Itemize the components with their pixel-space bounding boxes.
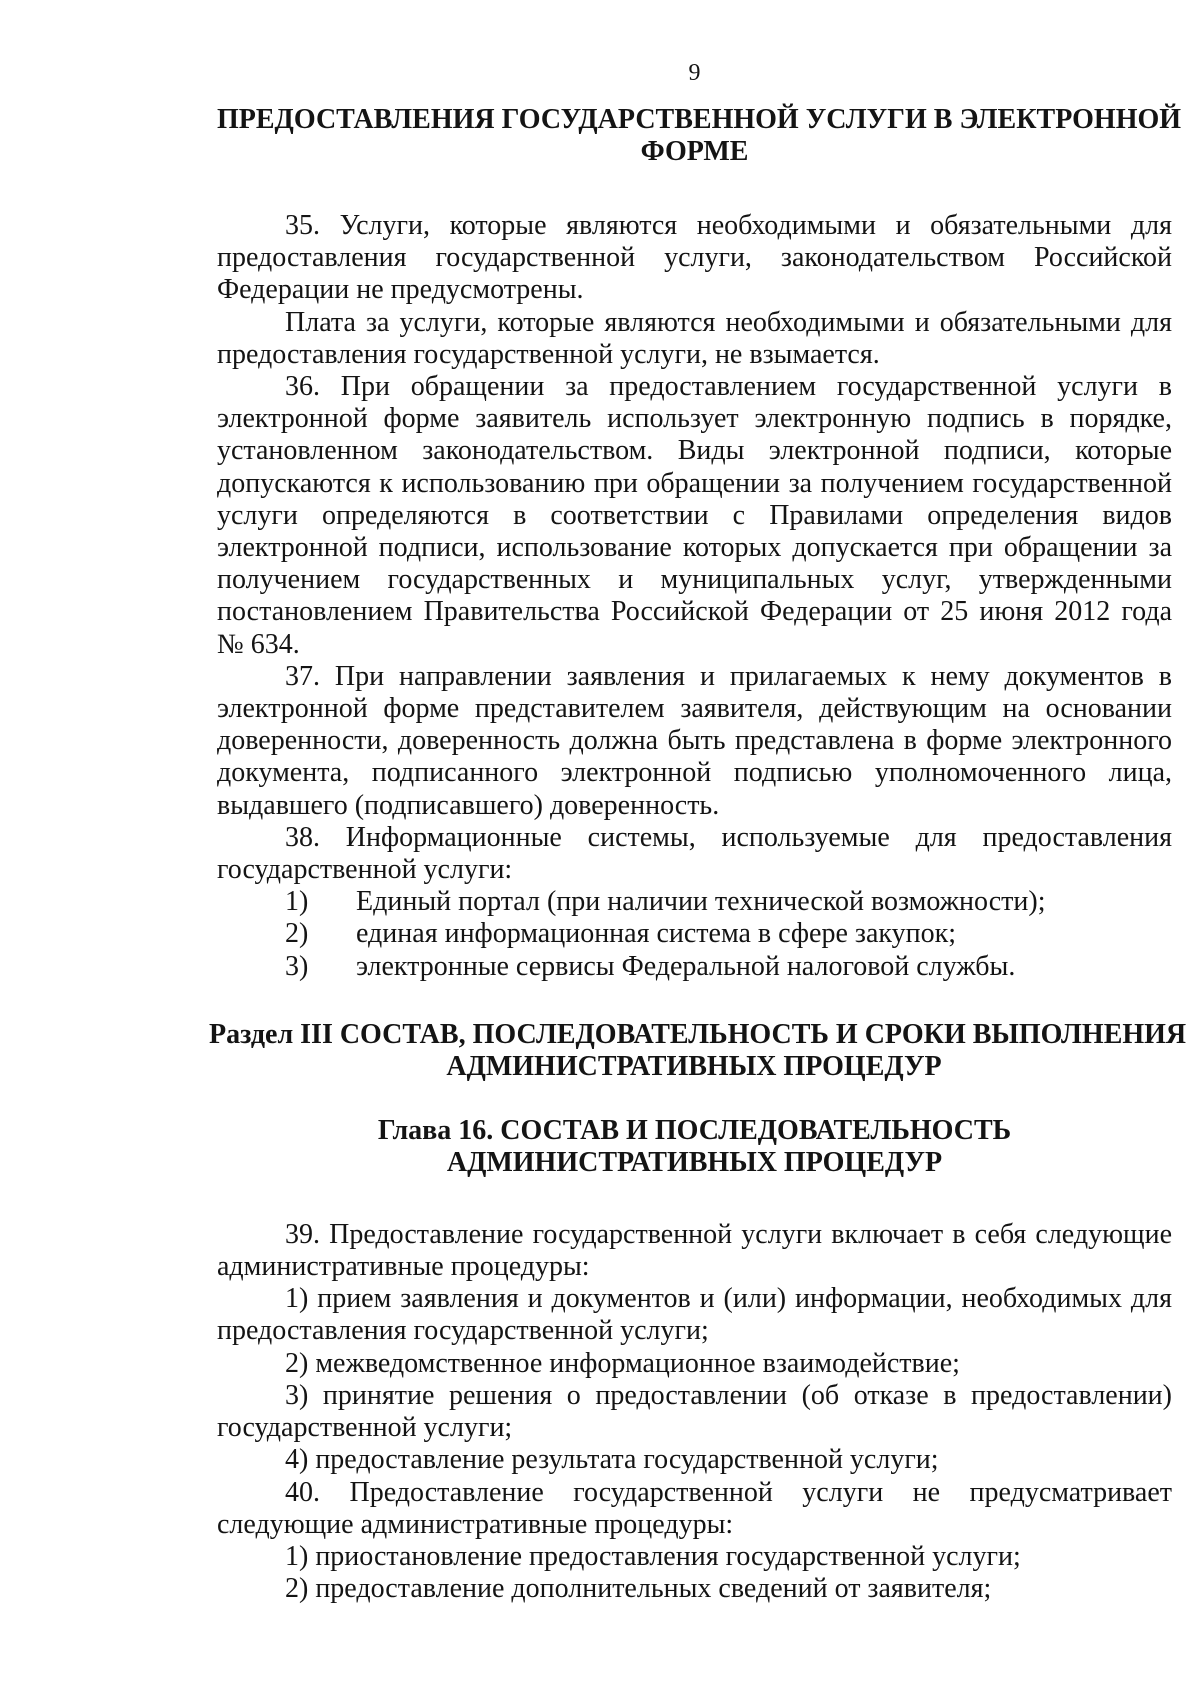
chapter-heading-line1: Глава 16. СОСТАВ И ПОСЛЕДОВАТЕЛЬНОСТЬ — [377, 1114, 1012, 1146]
list-item — [217, 918, 1172, 950]
p38-list — [217, 886, 1172, 983]
paragraph-40: 40. Предоставление государственной услуги не предусматривает следующие административные процедуры: — [217, 1476, 1172, 1540]
chapter-heading-line2: АДМИНИСТРАТИВНЫХ ПРОЦЕДУР — [446, 1146, 943, 1178]
list-item-text: Единый портал (при наличии технической возможности); — [356, 886, 1046, 918]
section-heading-line2: АДМИНИСТРАТИВНЫХ ПРОЦЕДУР — [446, 1050, 942, 1082]
top-heading-line2: ФОРМЕ — [640, 136, 749, 167]
p39-item: 1) прием заявления и документов и (или) информации, необходимых для предоставления государственной услуги; — [217, 1283, 1172, 1347]
paragraph-37: 37. При направлении заявления и прилагаемых к нему документов в электронной форме представителем заявителя, действующим на основании доверенности, доверенность должна быть представлена в форме электронного документа, подписанного электронной подписью уполномоченного лица, выдавшего (подписавшего) доверенность. — [217, 660, 1172, 821]
paragraph-36: 36. При обращении за предоставлением государственной услуги в электронной форме заявитель использует электронную подпись в порядке, установленном законодательством. Виды электронной подписи, которые допускаются к использованию при обращении за получением государственной услуги определяются в соответствии с Правилами определения видов электронной подписи, использование которых допускается при обращении за получением государственных и муниципальных услуг, утвержденными постановлением Правительства Российской Федерации от 25 июня 2012 года № 634. — [217, 371, 1172, 660]
chapter-heading — [217, 1115, 1172, 1179]
p40-item: 1) приостановление предоставления государственной услуги; — [285, 1540, 1021, 1572]
section-heading-line1: Раздел III СОСТАВ, ПОСЛЕДОВАТЕЛЬНОСТЬ И СРОКИ ВЫПОЛНЕНИЯ — [209, 1018, 1187, 1050]
paragraph-39: 39. Предоставление государственной услуги включает в себя следующие административные процедуры: — [217, 1218, 1172, 1283]
list-item-number: 2) — [285, 918, 309, 950]
p39-item: 2) межведомственное информационное взаимодействие; — [285, 1347, 960, 1379]
p40-item: 2) предоставление дополнительных сведений от заявителя; — [285, 1573, 992, 1605]
list-item — [217, 886, 1172, 918]
page-number: 9 — [688, 60, 701, 86]
top-heading — [217, 104, 1182, 168]
list-item-text: электронные сервисы Федеральной налоговой службы. — [356, 950, 1016, 982]
list-item — [217, 951, 1172, 983]
document-page — [209, 58, 1187, 1605]
list-item-number: 1) — [285, 886, 309, 918]
paragraph-38: 38. Информационные системы, используемые для предоставления государственной услуги: — [217, 821, 1172, 886]
p39-item: 3) принятие решения о предоставлении (об отказе в предоставлении) государственной услуги; — [217, 1379, 1172, 1444]
section-heading — [209, 1018, 1187, 1083]
paragraph-35-fee: Плата за услуги, которые являются необходимыми и обязательными для предоставления государственной услуги, не взымается. — [217, 306, 1172, 370]
list-item-text: единая информационная система в сфере закупок; — [356, 918, 956, 950]
p39-item: 4) предоставление результата государственной услуги; — [285, 1444, 939, 1476]
top-heading-line1: ПРЕДОСТАВЛЕНИЯ ГОСУДАРСТВЕННОЙ УСЛУГИ В ЭЛЕКТРОННОЙ — [217, 104, 1182, 135]
paragraph-35: 35. Услуги, которые являются необходимыми и обязательными для предоставления государственной услуги, законодательством Российской Федерации не предусмотрены. — [217, 210, 1172, 306]
list-item-number: 3) — [285, 950, 309, 982]
